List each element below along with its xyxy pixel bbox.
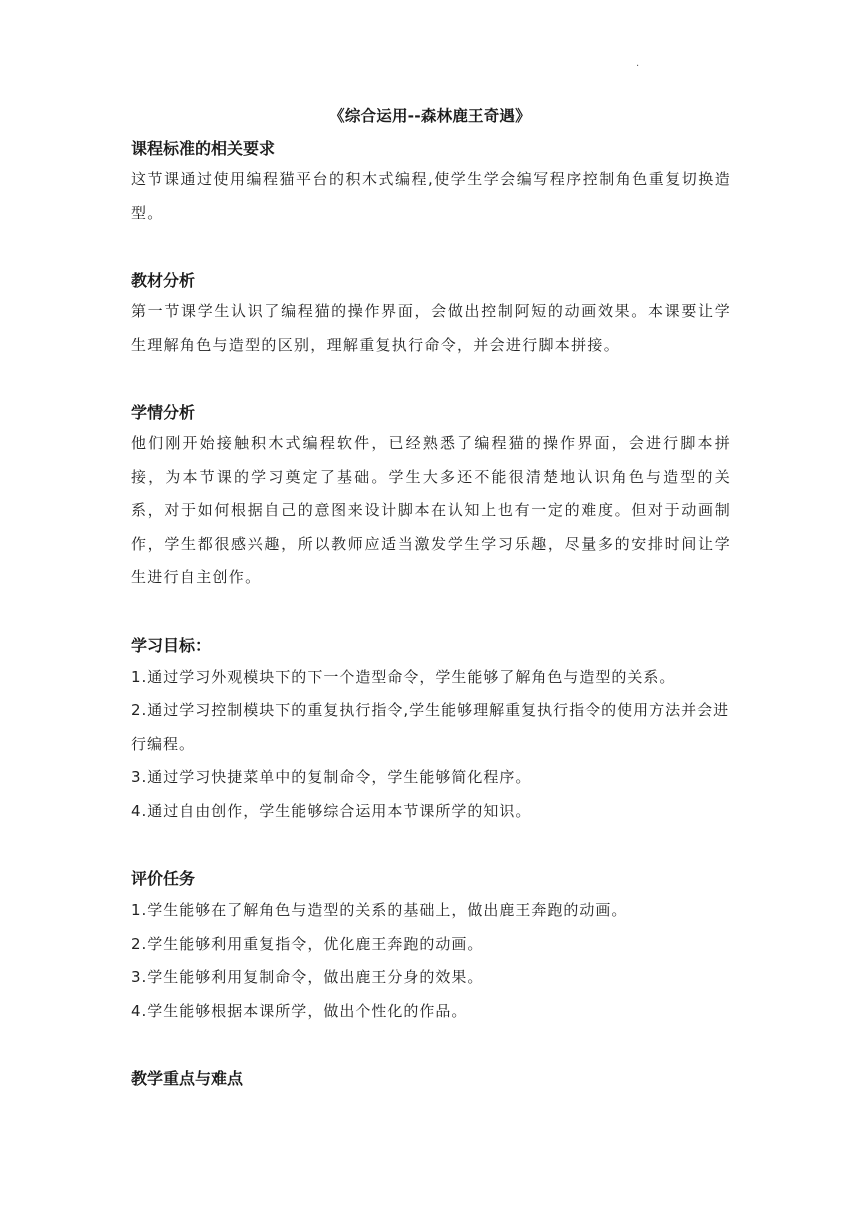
section-paragraph: 第一节课学生认识了编程猫的操作界面，会做出控制阿短的动画效果。本课要让学生理解角色与造型的区别，理解重复执行命令，并会进行脚本拼接。 (131, 302, 731, 354)
list-item: 1.通过学习外观模块下的下一个造型命令，学生能够了解角色与造型的关系。 (131, 667, 676, 686)
section-heading: 教材分析 (131, 271, 196, 290)
section-heading: 教学重点与难点 (131, 1069, 244, 1088)
objective-list (131, 661, 731, 829)
list-item: 2.学生能够利用重复指令，优化鹿王奔跑的动画。 (131, 934, 484, 953)
section-evaluation-tasks (131, 868, 731, 1028)
section-heading: 评价任务 (131, 869, 196, 888)
document-body (131, 138, 731, 1090)
list-item: 3.通过学习快捷菜单中的复制命令，学生能够简化程序。 (131, 768, 532, 786)
section-curriculum-standards (131, 138, 731, 230)
section-student-analysis (131, 402, 731, 595)
section-heading: 学习目标： (131, 635, 212, 655)
corner-mark: . (636, 58, 640, 69)
section-paragraph: 他们刚开始接触积木式编程软件，已经熟悉了编程猫的操作界面，会进行脚本拼接，为本节课的学习奠定了基础。学生大多还不能很清楚地认识角色与造型的关系，对于如何根据自己的意图来设计脚本在认知上也有一定的难度。但对于动画制作，学生都很感兴趣，所以教师应适当激发学生学习乐趣，尽量多的安排时间让学生进行自主创作。 (131, 434, 731, 586)
list-item: 4.通过自由创作，学生能够综合运用本节课所学的知识。 (131, 801, 532, 820)
section-heading: 课程标准的相关要求 (131, 139, 276, 158)
list-item: 4.学生能够根据本课所学，做出个性化的作品。 (131, 1001, 468, 1020)
section-heading: 学情分析 (131, 403, 196, 422)
list-item: 1.学生能够在了解角色与造型的关系的基础上，做出鹿王奔跑的动画。 (131, 901, 628, 919)
section-key-difficult-points (131, 1068, 731, 1090)
task-list (131, 894, 731, 1028)
list-item: 3.学生能够利用复制命令，做出鹿王分身的效果。 (131, 968, 484, 986)
section-paragraph: 这节课通过使用编程猫平台的积木式编程,使学生学会编写程序控制角色重复切换造型。 (131, 170, 731, 222)
list-item: 2.通过学习控制模块下的重复执行指令,学生能够理解重复执行指令的使用方法并会进行编程。 (131, 701, 730, 753)
document-title: 《综合运用--森林鹿王奇遇》 (329, 107, 531, 125)
section-textbook-analysis (131, 270, 731, 362)
section-learning-objectives (131, 635, 731, 829)
